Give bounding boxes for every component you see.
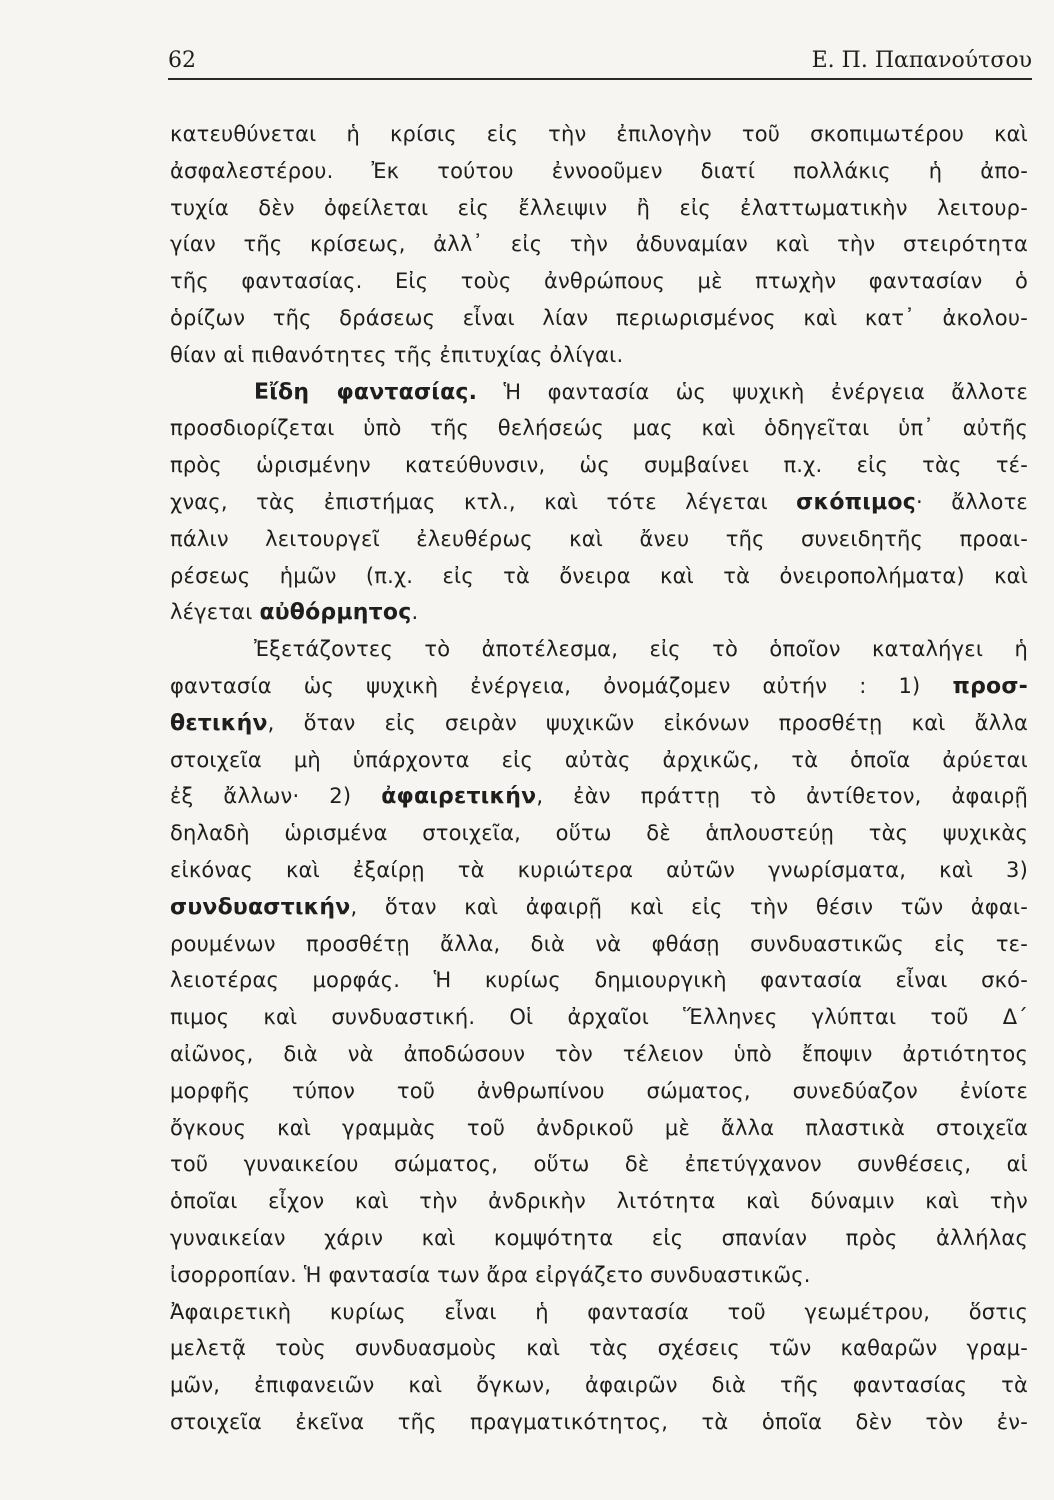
text-segment: στοιχεῖα μὴ ὑπάρχοντα εἰς αὐτὰς ἀρχικῶς, τὰ ὁποῖα ἀρύεται — [170, 747, 1028, 772]
text-segment: ἀσφαλεστέρου. Ἐκ τούτου ἐννοοῦμεν διατί πολλάκις ἡ ἀπο- — [170, 158, 1028, 183]
text-segment: τῆς φαντασίας. Εἰς τοὺς ἀνθρώπους μὲ πτωχὴν φαντασίαν ὁ — [170, 269, 1028, 294]
text-line — [170, 190, 1028, 227]
text-segment: ἰσορροπίαν. Ἡ φαντασία των ἄρα εἰργάζετο συνδυαστικῶς. — [170, 1262, 811, 1287]
page-number: 62 — [168, 48, 196, 73]
text-line — [170, 815, 1028, 852]
text-segment: μορφῆς τύπον τοῦ ἀνθρωπίνου σώματος, συνεδύαζον ἐνίοτε — [170, 1078, 1028, 1103]
text-line — [170, 999, 1028, 1036]
text-segment: ἐξ ἄλλων· 2) — [170, 784, 382, 809]
text-segment: θίαν αἱ πιθανότητες τῆς ἐπιτυχίας ὀλίγαι. — [170, 342, 624, 367]
text-segment: Ἀφαιρετικὴ κυρίως εἶναι ἡ φαντασία τοῦ γεωμέτρου, ὅστις — [170, 1299, 1028, 1324]
emphasized-term: αὐθόρμητος — [259, 600, 412, 626]
emphasized-term: Εἴδη φαντασίας. — [254, 379, 478, 405]
text-segment: αἰῶνος, διὰ νὰ ἀποδώσουν τὸν τέλειον ὑπὸ ἔποψιν ἀρτιότητος — [170, 1041, 1028, 1066]
text-segment: . — [411, 600, 419, 625]
text-line — [170, 1220, 1028, 1257]
text-segment: φαντασία ὡς ψυχικὴ ἐνέργεια, ὀνομάζομεν αὐτήν : 1) — [170, 673, 953, 698]
text-segment: ρέσεως ἡμῶν (π.χ. εἰς τὰ ὄνειρα καὶ τὰ ὀνειροπολήματα) καὶ — [170, 563, 1028, 588]
text-segment: στοιχεῖα ἐκεῖνα τῆς πραγματικότητος, τὰ ὁποῖα δὲν τὸν ἐν- — [170, 1409, 1028, 1434]
text-line — [170, 778, 1028, 815]
text-segment: , ὅταν καὶ ἀφαιρῇ καὶ εἰς τὴν θέσιν τῶν ἀφαι- — [350, 894, 1028, 919]
text-segment: ὁρίζων τῆς δράσεως εἶναι λίαν περιωρισμένος καὶ κατ᾽ ἀκολου- — [170, 305, 1028, 330]
text-line — [170, 410, 1028, 447]
text-line — [170, 705, 1028, 742]
text-line — [170, 447, 1028, 484]
text-line — [170, 484, 1028, 521]
text-segment: Ἡ φαντασία ὡς ψυχικὴ ἐνέργεια ἄλλοτε — [477, 379, 1028, 404]
text-line — [170, 558, 1028, 595]
text-line — [170, 226, 1028, 263]
text-line — [170, 521, 1028, 558]
text-segment: χνας, τὰς ἐπιστήμας κτλ., καὶ τότε λέγεται — [170, 489, 797, 514]
text-segment: προσδιορίζεται ὑπὸ τῆς θελήσεώς μας καὶ ὁδηγεῖται ὑπ᾽ αὐτῆς — [170, 416, 1028, 441]
text-segment: πάλιν λειτουργεῖ ἐλευθέρως καὶ ἄνευ τῆς συνειδητῆς προαι- — [170, 526, 1028, 551]
emphasized-term: σκόπιμος — [796, 489, 916, 515]
text-line — [170, 962, 1028, 999]
page-header — [168, 44, 1032, 80]
text-line — [170, 337, 1028, 374]
text-line — [170, 1257, 1028, 1294]
text-line — [170, 153, 1028, 190]
text-line — [170, 852, 1028, 889]
text-line — [170, 742, 1028, 779]
text-line — [170, 263, 1028, 300]
body-text — [170, 116, 1028, 1441]
text-line — [170, 1404, 1028, 1441]
text-segment: μελετᾷ τοὺς συνδυασμοὺς καὶ τὰς σχέσεις τῶν καθαρῶν γραμ- — [170, 1336, 1028, 1361]
text-segment: λειοτέρας μορφάς. Ἡ κυρίως δημιουργικὴ φαντασία εἶναι σκό- — [170, 968, 1028, 993]
text-line — [170, 116, 1028, 153]
text-line — [170, 594, 1028, 631]
emphasized-term: προσ- — [952, 673, 1028, 699]
text-line — [170, 300, 1028, 337]
text-segment: λέγεται — [170, 600, 260, 625]
text-segment: , ἐὰν πράττῃ τὸ ἀντίθετον, ἀφαιρῇ — [536, 784, 1028, 809]
text-segment: πρὸς ὡρισμένην κατεύθυνσιν, ὡς συμβαίνει π.χ. εἰς τὰς τέ- — [170, 453, 1028, 478]
text-line — [170, 668, 1028, 705]
text-line — [170, 1330, 1028, 1367]
text-segment: Ἐξετάζοντες τὸ ἀποτέλεσμα, εἰς τὸ ὁποῖον καταλήγει ἡ — [254, 637, 1028, 662]
text-segment: πιμος καὶ συνδυαστική. Οἱ ἀρχαῖοι Ἕλληνες γλύπται τοῦ Δ΄ — [170, 1005, 1028, 1030]
text-segment: , ὅταν εἰς σειρὰν ψυχικῶν εἰκόνων προσθέτῃ καὶ ἄλλα — [267, 710, 1028, 735]
text-line — [170, 926, 1028, 963]
text-segment: γίαν τῆς κρίσεως, ἀλλ᾽ εἰς τὴν ἀδυναμίαν καὶ τὴν στειρότητα — [170, 232, 1028, 257]
text-segment: μῶν, ἐπιφανειῶν καὶ ὄγκων, ἀφαιρῶν διὰ τῆς φαντασίας τὰ — [170, 1373, 1028, 1398]
emphasized-term: συνδυαστικήν — [170, 894, 351, 920]
text-line — [170, 1183, 1028, 1220]
text-line — [170, 374, 1028, 411]
text-line — [170, 1110, 1028, 1147]
text-line — [170, 1367, 1028, 1404]
text-segment: εἰκόνας καὶ ἐξαίρῃ τὰ κυριώτερα αὐτῶν γνωρίσματα, καὶ 3) — [170, 857, 1028, 882]
text-line — [170, 1036, 1028, 1073]
text-segment: κατευθύνεται ἡ κρίσις εἰς τὴν ἐπιλογὴν τοῦ σκοπιμωτέρου καὶ — [170, 122, 1028, 146]
emphasized-term: ἀφαιρετικήν — [381, 784, 537, 810]
text-segment: · ἄλλοτε — [915, 489, 1028, 514]
text-segment: ὄγκους καὶ γραμμὰς τοῦ ἀνδρικοῦ μὲ ἄλλα πλαστικὰ στοιχεῖα — [170, 1115, 1028, 1140]
text-segment: ὁποῖαι εἶχον καὶ τὴν ἀνδρικὴν λιτότητα καὶ δύναμιν καὶ τὴν — [170, 1189, 1028, 1214]
text-segment: γυναικείαν χάριν καὶ κομψότητα εἰς σπανίαν πρὸς ἀλλήλας — [170, 1225, 1028, 1250]
text-line — [170, 1146, 1028, 1183]
emphasized-term: θετικήν — [170, 710, 268, 736]
text-line — [170, 631, 1028, 668]
running-head: Ε. Π. Παπανούτσου — [811, 48, 1032, 73]
text-segment: ρουμένων προσθέτῃ ἄλλα, διὰ νὰ φθάσῃ συνδυαστικῶς εἰς τε- — [170, 931, 1028, 956]
text-line — [170, 1073, 1028, 1110]
text-line — [170, 889, 1028, 926]
text-segment: τυχία δὲν ὀφείλεται εἰς ἔλλειψιν ἢ εἰς ἐλαττωματικὴν λειτουρ- — [170, 195, 1028, 220]
text-segment: τοῦ γυναικείου σώματος, οὕτω δὲ ἐπετύγχανον συνθέσεις, αἱ — [170, 1152, 1028, 1177]
text-line — [170, 1294, 1028, 1331]
text-segment: δηλαδὴ ὡρισμένα στοιχεῖα, οὕτω δὲ ἁπλουστεύῃ τὰς ψυχικὰς — [170, 821, 1028, 846]
